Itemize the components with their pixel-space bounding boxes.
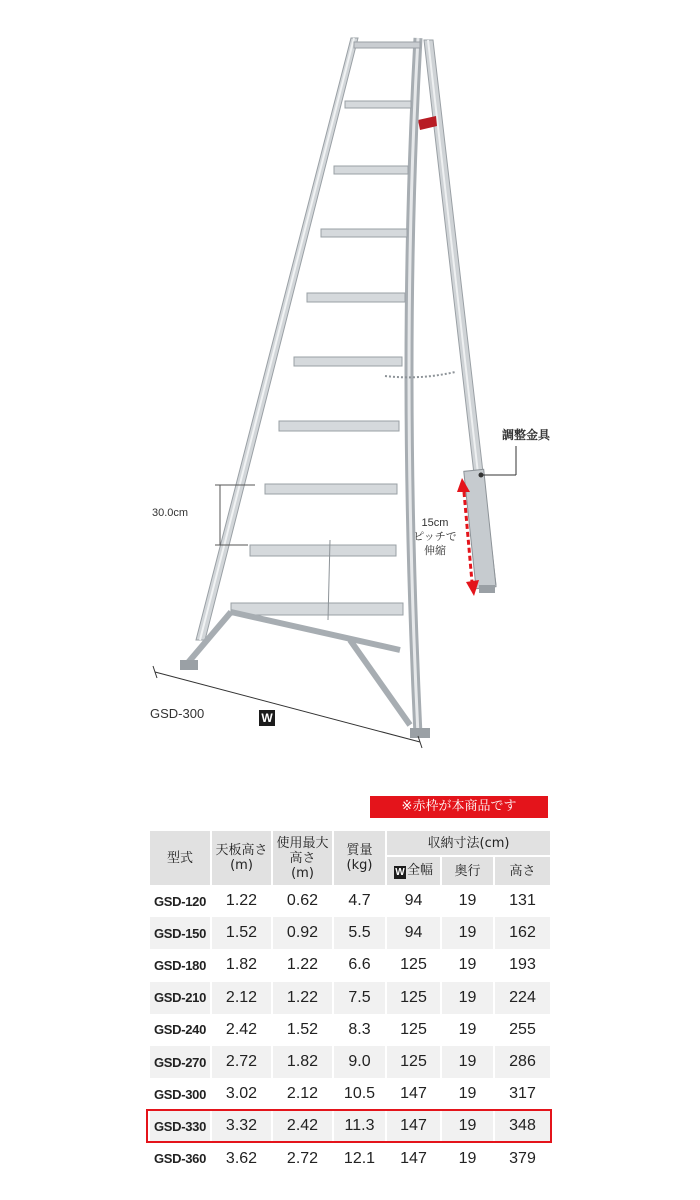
spec-table-body xyxy=(150,885,550,1175)
spec-table xyxy=(150,831,550,1175)
cell-w: 94 xyxy=(386,917,441,949)
header-top-height xyxy=(211,831,272,885)
header-line: 使用最大 xyxy=(276,835,329,851)
cell-model: GSD-210 xyxy=(150,982,211,1014)
cell-kg: 7.5 xyxy=(333,982,386,1014)
table-row xyxy=(150,885,550,917)
cell-max: 2.12 xyxy=(272,1078,333,1110)
cell-w: 94 xyxy=(386,885,441,917)
pitch-label-line: ピッチで xyxy=(413,531,457,543)
cell-top: 2.72 xyxy=(211,1046,272,1078)
header-model: 型式 xyxy=(150,831,211,885)
cell-model: GSD-300 xyxy=(150,1078,211,1110)
cell-kg: 6.6 xyxy=(333,949,386,981)
cell-max: 1.82 xyxy=(272,1046,333,1078)
cell-top: 3.02 xyxy=(211,1078,272,1110)
table-row xyxy=(150,1078,550,1110)
cell-max: 0.92 xyxy=(272,917,333,949)
header-line: 高さ xyxy=(289,850,316,866)
cell-top: 3.62 xyxy=(211,1143,272,1175)
cell-kg: 11.3 xyxy=(333,1110,386,1142)
header-line: 質量 xyxy=(346,843,373,858)
adjuster-label: 調整金具 xyxy=(502,428,551,442)
cell-max: 1.52 xyxy=(272,1014,333,1046)
pitch-label-line: 15cm xyxy=(421,517,449,529)
cell-d: 19 xyxy=(441,1143,494,1175)
cell-h: 224 xyxy=(494,982,550,1014)
figure-model-label: GSD-300 xyxy=(150,706,205,721)
cell-top: 2.42 xyxy=(211,1014,272,1046)
cell-kg: 5.5 xyxy=(333,917,386,949)
cell-model: GSD-120 xyxy=(150,885,211,917)
cell-d: 19 xyxy=(441,885,494,917)
cell-max: 2.42 xyxy=(272,1110,333,1142)
cell-w: 125 xyxy=(386,1014,441,1046)
cell-w: 125 xyxy=(386,949,441,981)
cell-d: 19 xyxy=(441,1078,494,1110)
cell-w: 147 xyxy=(386,1143,441,1175)
header-line: (m) xyxy=(230,858,253,873)
cell-model: GSD-270 xyxy=(150,1046,211,1078)
cell-model: GSD-360 xyxy=(150,1143,211,1175)
cell-kg: 4.7 xyxy=(333,885,386,917)
header-line: 天板高さ xyxy=(215,843,268,858)
table-row xyxy=(150,949,550,981)
cell-model: GSD-180 xyxy=(150,949,211,981)
step-spacing-label: 30.0cm xyxy=(152,507,189,519)
cell-model: GSD-240 xyxy=(150,1014,211,1046)
width-badge-icon: W xyxy=(259,710,275,726)
cell-kg: 12.1 xyxy=(333,1143,386,1175)
cell-h: 317 xyxy=(494,1078,550,1110)
cell-max: 1.22 xyxy=(272,949,333,981)
header-depth: 奥行 xyxy=(441,856,494,885)
cell-d: 19 xyxy=(441,917,494,949)
pitch-label xyxy=(405,516,465,558)
cell-kg: 9.0 xyxy=(333,1046,386,1078)
cell-top: 2.12 xyxy=(211,982,272,1014)
cell-max: 1.22 xyxy=(272,982,333,1014)
header-width-label: 全幅 xyxy=(406,863,433,878)
cell-w: 125 xyxy=(386,1046,441,1078)
cell-max: 0.62 xyxy=(272,885,333,917)
cell-top: 1.82 xyxy=(211,949,272,981)
header-storage: 収納寸法(cm) xyxy=(386,831,550,856)
cell-h: 131 xyxy=(494,885,550,917)
header-weight xyxy=(333,831,386,885)
table-row xyxy=(150,917,550,949)
cell-w: 147 xyxy=(386,1110,441,1142)
header-max-height xyxy=(272,831,333,885)
cell-model: GSD-330 xyxy=(150,1110,211,1142)
table-row xyxy=(150,1046,550,1078)
cell-kg: 10.5 xyxy=(333,1078,386,1110)
cell-d: 19 xyxy=(441,982,494,1014)
highlight-notice: ※赤枠が本商品です xyxy=(370,796,548,818)
table-row xyxy=(150,1014,550,1046)
header-line: (m) xyxy=(291,865,314,881)
cell-h: 162 xyxy=(494,917,550,949)
cell-kg: 8.3 xyxy=(333,1014,386,1046)
cell-h: 255 xyxy=(494,1014,550,1046)
cell-h: 379 xyxy=(494,1143,550,1175)
cell-model: GSD-150 xyxy=(150,917,211,949)
cell-d: 19 xyxy=(441,1046,494,1078)
header-line: (kg) xyxy=(346,858,373,873)
cell-h: 348 xyxy=(494,1110,550,1142)
table-row xyxy=(150,1143,550,1175)
cell-d: 19 xyxy=(441,1014,494,1046)
header-width xyxy=(386,856,441,885)
cell-max: 2.72 xyxy=(272,1143,333,1175)
width-badge-icon: W xyxy=(395,867,405,878)
table-row-selected xyxy=(150,1110,550,1142)
cell-h: 193 xyxy=(494,949,550,981)
cell-top: 1.22 xyxy=(211,885,272,917)
cell-top: 3.32 xyxy=(211,1110,272,1142)
header-height: 高さ xyxy=(494,856,550,885)
cell-top: 1.52 xyxy=(211,917,272,949)
pitch-label-line: 伸縮 xyxy=(424,545,446,557)
cell-d: 19 xyxy=(441,1110,494,1142)
cell-h: 286 xyxy=(494,1046,550,1078)
cell-d: 19 xyxy=(441,949,494,981)
cell-w: 125 xyxy=(386,982,441,1014)
table-row xyxy=(150,982,550,1014)
cell-w: 147 xyxy=(386,1078,441,1110)
table-header-row xyxy=(150,831,550,856)
